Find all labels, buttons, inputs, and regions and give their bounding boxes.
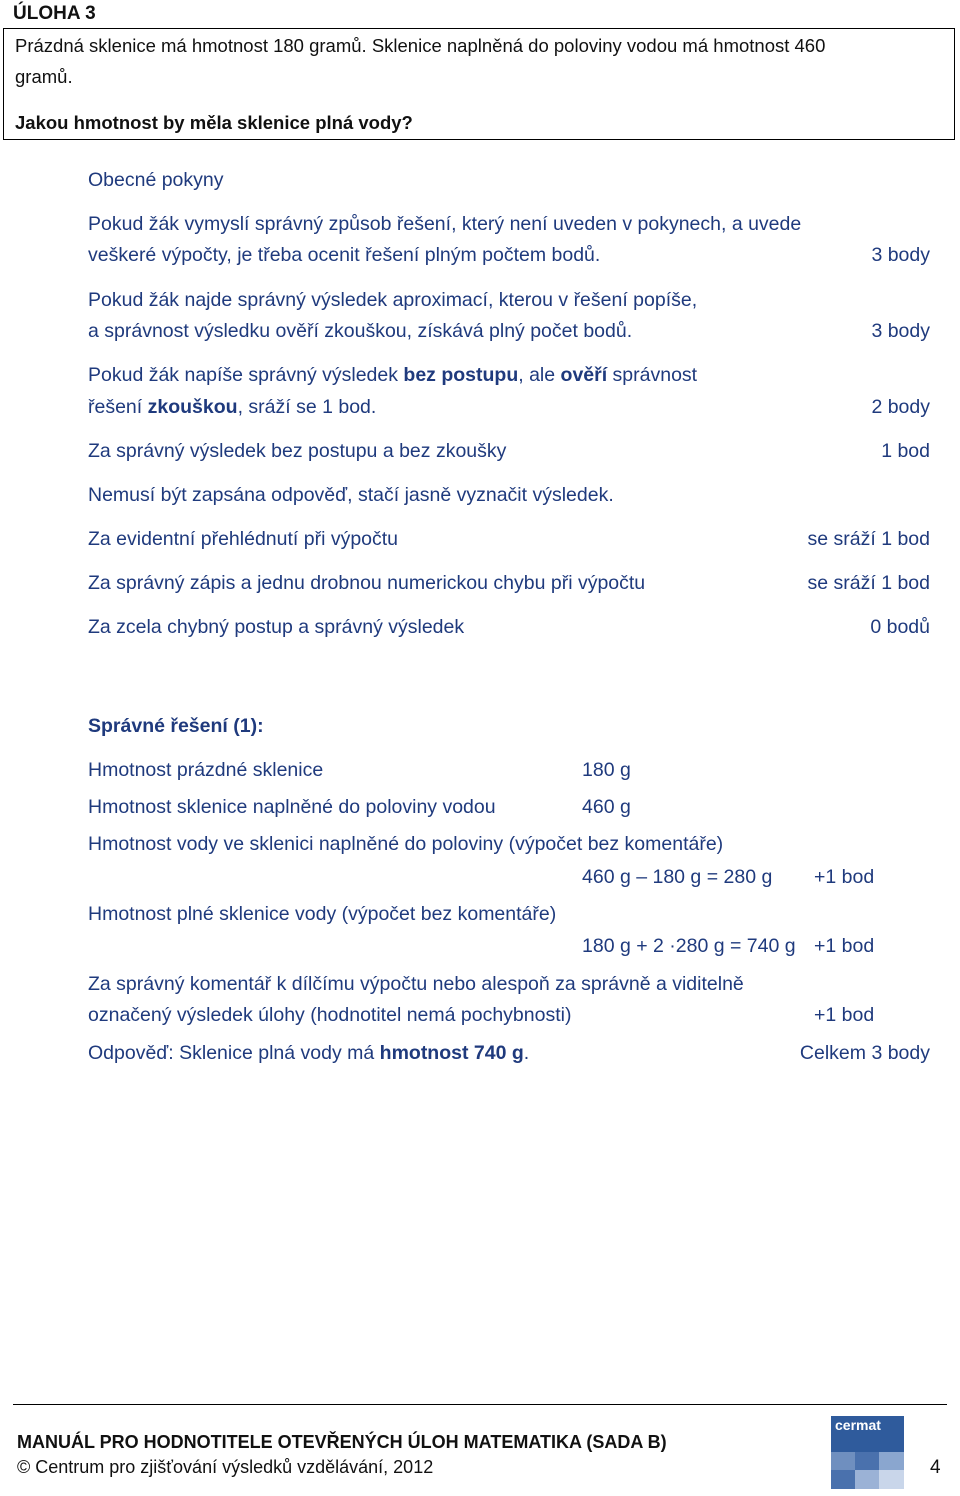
- task-text-line-1: Prázdná sklenice má hmotnost 180 gramů. Sklenice naplněná do poloviny vodou má hmotnost 460: [15, 35, 826, 56]
- empty-glass-label: Hmotnost prázdné sklenice: [88, 759, 324, 781]
- answer: Odpověď: Sklenice plná vody má hmotnost 740 g.: [88, 1042, 530, 1064]
- task-title: ÚLOHA 3: [13, 3, 96, 24]
- rule-8-text: Za zcela chybný postup a správný výsledek: [88, 616, 465, 638]
- empty-glass-value: 180 g: [582, 759, 631, 781]
- half-glass-label: Hmotnost sklenice naplněné do poloviny vodou: [88, 796, 496, 818]
- footer-copyright: © Centrum pro zjišťování výsledků vzdělávání, 2012: [17, 1457, 434, 1477]
- svg-text:cermat: cermat: [835, 1417, 881, 1433]
- rule-6-points: se sráží 1 bod: [807, 528, 930, 550]
- comment-rule-line-1: Za správný komentář k dílčímu výpočtu nebo alespoň za správně a viditelně: [88, 973, 744, 995]
- rule-3-line-2: řešení zkouškou, sráží se 1 bod.: [88, 396, 377, 418]
- footer-divider: [13, 1404, 947, 1405]
- page-number: 4: [930, 1457, 941, 1478]
- water-weight-label: Hmotnost vody ve sklenici naplněné do poloviny (výpočet bez komentáře): [88, 833, 724, 855]
- rule-3-line-1: Pokud žák napíše správný výsledek bez postupu, ale ověří správnost: [88, 364, 698, 386]
- rule-7-points: se sráží 1 bod: [807, 572, 930, 594]
- rule-1-points: 3 body: [871, 244, 930, 266]
- full-glass-points: +1 bod: [814, 935, 875, 957]
- total-points: Celkem 3 body: [799, 1042, 930, 1064]
- guidelines-heading: Obecné pokyny: [88, 169, 224, 191]
- rule-2-line-2: a správnost výsledku ověří zkouškou, získává plný počet bodů.: [88, 320, 633, 342]
- rule-4-text: Za správný výsledek bez postupu a bez zkoušky: [88, 440, 507, 462]
- full-glass-calc: 180 g + 2 ·280 g = 740 g: [582, 935, 796, 957]
- task-text-line-2: gramů.: [15, 66, 73, 87]
- water-weight-calc: 460 g – 180 g = 280 g: [582, 866, 773, 888]
- rule-6-text: Za evidentní přehlédnutí při výpočtu: [88, 528, 399, 550]
- water-weight-points: +1 bod: [814, 866, 875, 888]
- full-glass-label: Hmotnost plné sklenice vody (výpočet bez komentáře): [88, 903, 557, 925]
- rule-7-text: Za správný zápis a jednu drobnou numerickou chybu při výpočtu: [88, 572, 646, 594]
- rule-4-points: 1 bod: [881, 440, 930, 462]
- rule-2-points: 3 body: [871, 320, 930, 342]
- task-question: Jakou hmotnost by měla sklenice plná vody?: [15, 112, 413, 133]
- solution-heading: Správné řešení (1):: [88, 715, 264, 737]
- rule-2-line-1: Pokud žák najde správný výsledek aproximací, kterou v řešení popíše,: [88, 289, 698, 311]
- rule-3-points: 2 body: [871, 396, 930, 418]
- rule-5-text: Nemusí být zapsána odpověď, stačí jasně vyznačit výsledek.: [88, 484, 614, 506]
- cermat-logo: [831, 1416, 904, 1489]
- comment-rule-line-2: označený výsledek úlohy (hodnotitel nemá pochybnosti): [88, 1004, 572, 1026]
- footer-title: MANUÁL PRO HODNOTITELE OTEVŘENÝCH ÚLOH MATEMATIKA (SADA B): [17, 1432, 667, 1452]
- rule-8-points: 0 bodů: [870, 616, 930, 638]
- rule-1-line-2: veškeré výpočty, je třeba ocenit řešení plným počtem bodů.: [88, 244, 601, 266]
- comment-rule-points: +1 bod: [814, 1004, 875, 1026]
- rule-1-line-1: Pokud žák vymyslí správný způsob řešení, který není uveden v pokynech, a uvede: [88, 213, 802, 235]
- half-glass-value: 460 g: [582, 796, 631, 818]
